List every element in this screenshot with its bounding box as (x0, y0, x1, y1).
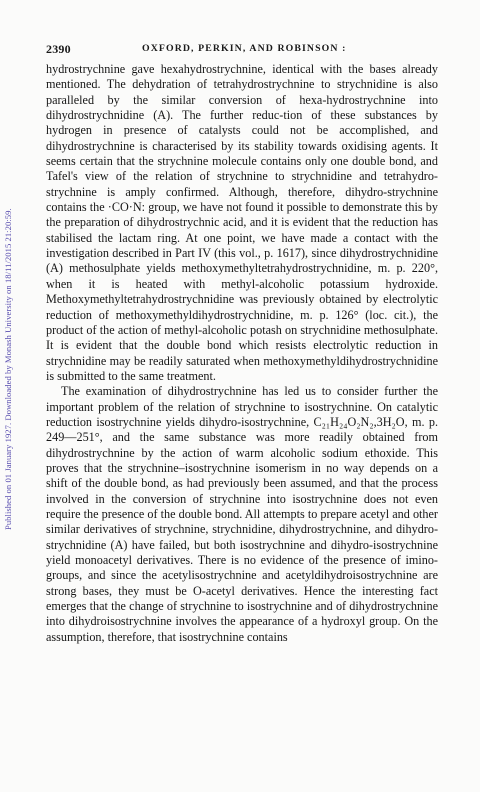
download-notice-sidebar (2, 70, 14, 530)
body-paragraph-1: hydrostrychnine gave hexahydrostrychnine, identical with the bases already mentioned. The dehydration of tetrahydrostrychnine to strychnidine is also paralleled by the similar conversion of hexa-hydrostrychnine into dihydrostrychnidine (A). The further reduc-tion of these substances by hydrogen in presence of catalysts could not be accomplished, and dihydrostrychnine is characterised by its stability towards oxidising agents. It seems certain that the strychnine molecule contains only one double bond, and Tafel's view of the relation of strychnine to strychnidine and tetrahydro-strychnine is amply confirmed. Although, therefore, dihydro-strychnine contains the ·CO·N: group, we have not found it possible to demonstrate this by the preparation of dihydrostrychnic acid, and it is evident that the reduction has stabilised the lactam ring. At one point, we have made a contact with the investigation described in Part IV (this vol., p. 1617), since dihydrostrychnidine (A) methosulphate yields methoxymethyltetrahydrostrychnidine, m. p. 220°, when it is heated with methyl-alcoholic potassium hydroxide. Methoxymethyltetrahydrostrychnidine was previously obtained by electrolytic reduction of methoxymethyldihydrostrychnidine, m. p. 126° (loc. cit.), the product of the action of methyl-alcoholic potash on strychnidine methosulphate. It is evident that the double bond which resists electrolytic reduction in strychnidine may be readily saturated when methoxymethyldihydrostrychnidine is submitted to the same treatment. (46, 62, 438, 383)
body-paragraph-2: The examination of dihydrostrychnine has led us to consider further the important problem of the relation of strychnine to isostrychnine. On catalytic reduction isostrychnine yields dihydro-isostrychnine, C₂₁H₂₄O₂N₂,3H₂O, m. p. 249—251°, and the same substance was more readily obtained from dihydrostrychnine by the action of warm alcoholic sodium ethoxide. This proves that the strychnine–isostrychnine isomerism in no way depends on a shift of the double bond, as had previously been assumed, and that the process involved in the conversion of strychnine into isostrychnine does not even require the presence of the double bond. All attempts to prepare acetyl and other similar derivatives of strychnine, strychnidine, dihydrostrychnine, and dihydro-strychnidine (A) have failed, but both isostrychnine and dihydro-isostrychnine yield monoacetyl derivatives. There is no evidence of the presence of imino-groups, and since the acetylisostrychnine and acetyldihydroisostrychnine are strong bases, they must be O-acetyl derivatives. Hence the interesting fact emerges that the change of strychnine to isostrychnine and of dihydrostrychnine into dihydroisostrychnine involves the appearance of a hydroxyl group. On the assumption, therefore, that isostrychnine contains (46, 384, 438, 644)
article-body (46, 62, 438, 645)
running-head: OXFORD, PERKIN, AND ROBINSON : (142, 43, 347, 54)
download-notice-text[interactable]: Published on 01 January 1927. Downloaded by Monash University on 18/11/2015 21:20:59. (3, 208, 13, 530)
page-header (46, 42, 438, 56)
page-number: 2390 (46, 42, 71, 56)
